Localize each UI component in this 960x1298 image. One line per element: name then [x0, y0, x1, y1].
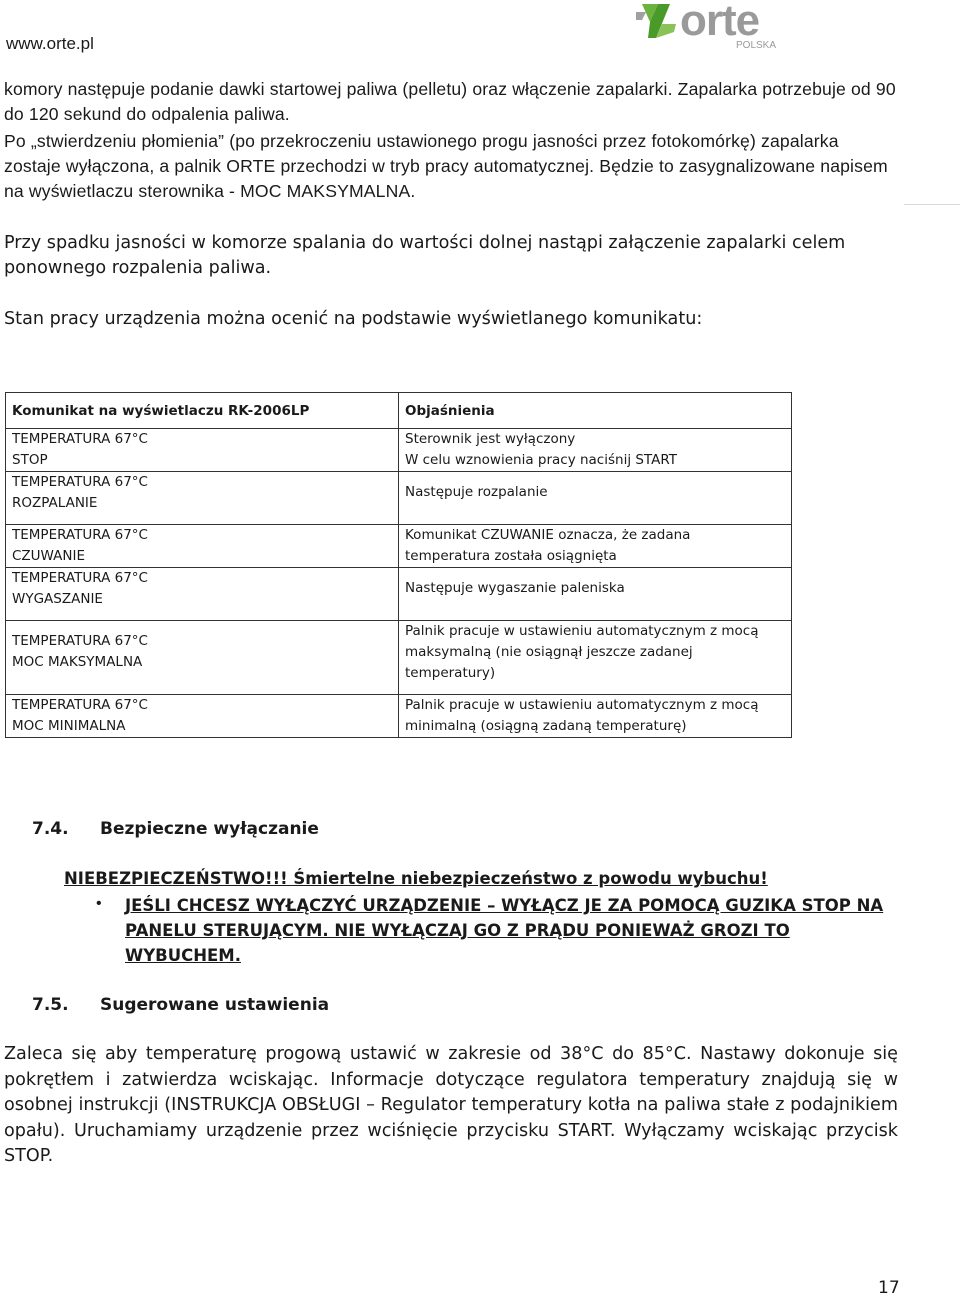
shutdown-instruction: JEŚLI CHCESZ WYŁĄCZYĆ URZĄDZENIE – WYŁĄCZ JE ZA POMOCĄ GUZIKA STOP NA PANELU STERUJĄCYM. NIE WYŁĄCZAJ GO Z PRĄDU PONIEWAŻ GROZI TO WYBUCHEM.: [125, 896, 884, 965]
table-row: [6, 695, 792, 738]
table-header-message: Komunikat na wyświetlaczu RK-2006LP: [6, 393, 399, 429]
margin-rule: [904, 204, 960, 205]
site-url[interactable]: www.orte.pl: [6, 34, 94, 53]
section-number-7-5: 7.5.: [32, 995, 69, 1015]
table-row: [6, 472, 792, 525]
table-cell-explanation: Komunikat CZUWANIE oznacza, że zadana temperatura została osiągnięta: [399, 525, 792, 568]
table-cell-explanation: Palnik pracuje w ustawieniu automatycznym z mocą maksymalną (nie osiągnął jeszcze zadanej temperatury): [399, 621, 792, 695]
table-row: [6, 525, 792, 568]
table-header-row: [6, 393, 792, 429]
status-message-table: [5, 392, 792, 738]
table-cell-explanation: Sterownik jest wyłączony W celu wznowienia pracy naciśnij START: [399, 429, 792, 472]
paragraph-suggested-settings: Zaleca się aby temperaturę progową ustawić w zakresie od 38°C do 85°C. Nastawy dokonuje się pokrętłem i zatwierdza wciskając. Informacje dotyczące regulatora temperatury znajdują się w osobnej instrukcji (INSTRUKCJA OBSŁUGI – Regulator temperatury kotła na paliwa stałe z podajnikiem opału). Uruchamiamy urządzenie przez wciśnięcie przycisku START. Wyłączamy wciskając przycisk STOP.: [4, 1044, 898, 1166]
orte-logo: [636, 2, 786, 54]
section-number-7-4: 7.4.: [32, 819, 69, 839]
paragraph-flame-detected: Po „stwierdzeniu płomienia” (po przekroczeniu ustawionego progu jasności przez fotokomórkę) zapalarka zostaje wyłączona, a palnik ORTE przechodzi w tryb pracy automatycznej. Będzie to zasygnalizowane napisem na wyświetlaczu sterownika - MOC MAKSYMALNA.: [4, 131, 888, 201]
table-cell-explanation: Następuje rozpalanie: [399, 472, 792, 525]
logo-text: orte: [680, 0, 760, 45]
table-row: [6, 429, 792, 472]
section-title-safe-shutdown: Bezpieczne wyłączanie: [100, 819, 319, 839]
page-number: 17: [878, 1278, 900, 1298]
table-cell-message: TEMPERATURA 67°C ROZPALANIE: [6, 472, 399, 525]
paragraph-ignition: komory następuje podanie dawki startowej paliwa (pelletu) oraz włączenie zapalarki. Zapalarka potrzebuje od 90 do 120 sekund do odpalenia paliwa.: [4, 79, 896, 124]
table-cell-message: TEMPERATURA 67°C CZUWANIE: [6, 525, 399, 568]
table-header-explanation: Objaśnienia: [399, 393, 792, 429]
table-cell-message: TEMPERATURA 67°C MOC MAKSYMALNA: [6, 621, 399, 695]
table-row: [6, 621, 792, 695]
table-cell-explanation: Palnik pracuje w ustawieniu automatycznym z mocą minimalną (osiągną zadaną temperaturę): [399, 695, 792, 738]
danger-warning: NIEBEZPIECZEŃSTWO!!! Śmiertelne niebezpieczeństwo z powodu wybuchu!: [64, 869, 768, 888]
paragraph-brightness-drop: Przy spadku jasności w komorze spalania do wartości dolnej nastąpi załączenie zapalarki celem ponownego rozpalenia paliwa.: [4, 233, 846, 278]
bullet-icon: •: [96, 895, 102, 912]
paragraph-status-intro: Stan pracy urządzenia można ocenić na podstawie wyświetlanego komunikatu:: [4, 309, 703, 329]
table-cell-message: TEMPERATURA 67°C MOC MINIMALNA: [6, 695, 399, 738]
table-row: [6, 568, 792, 621]
orte-logo-icon: [636, 2, 682, 42]
section-title-suggested-settings: Sugerowane ustawienia: [100, 995, 330, 1015]
table-cell-message: TEMPERATURA 67°C STOP: [6, 429, 399, 472]
logo-subtitle: POLSKA: [736, 40, 777, 51]
table-cell-explanation: Następuje wygaszanie paleniska: [399, 568, 792, 621]
table-cell-message: TEMPERATURA 67°C WYGASZANIE: [6, 568, 399, 621]
